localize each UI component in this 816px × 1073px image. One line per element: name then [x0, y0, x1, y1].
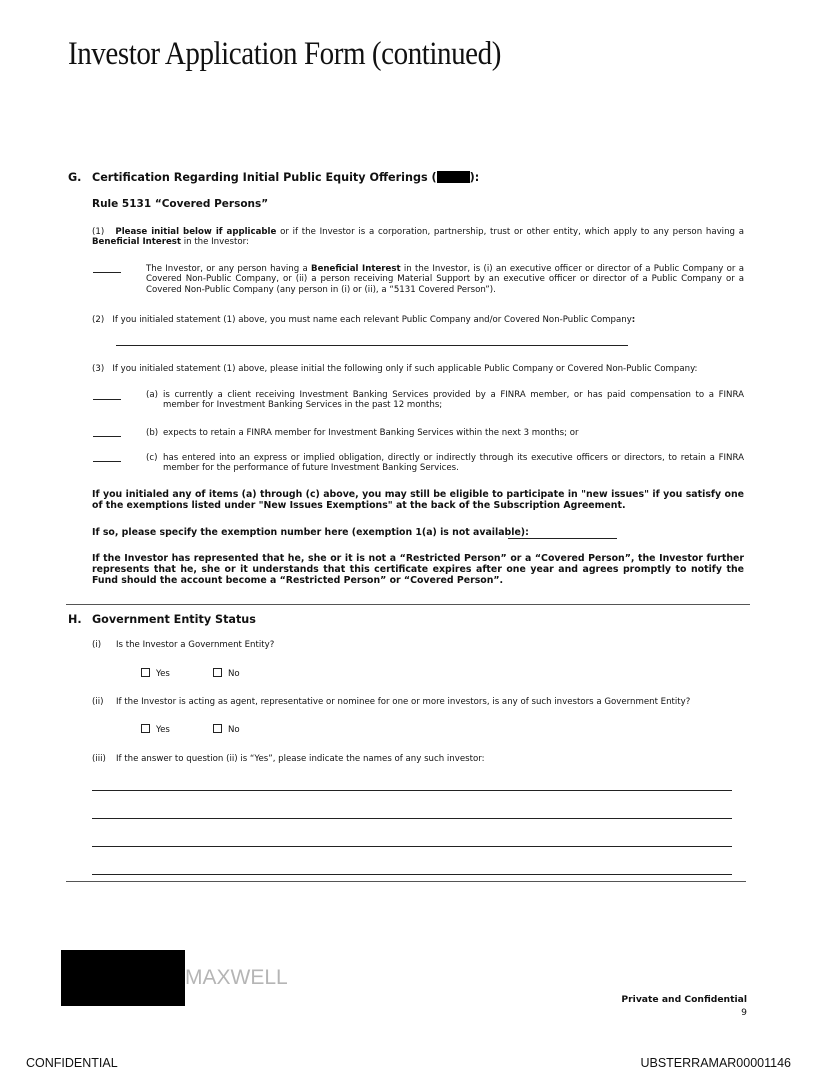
- paragraph-1-statement: The Investor, or any person having a Beneficial Interest in the Investor, is (i) an executive officer or director of a Public Company or a Covered Non-Public Company, or (ii) a person receiving Material Support by an executive officer or director of a Public Company or a Covered Non-Public Company (any person in (i) or (ii), a “5131 Covered Person”).: [146, 264, 744, 295]
- q1-yes-option[interactable]: Yes: [141, 668, 170, 679]
- section-divider: [66, 604, 750, 605]
- question-3-num: (iii): [92, 754, 106, 764]
- question-2-num: (ii): [92, 697, 104, 707]
- investor-name-line[interactable]: [92, 790, 732, 791]
- checkbox-icon[interactable]: [141, 724, 150, 733]
- q2-no-option[interactable]: No: [213, 724, 240, 735]
- page-number: 9: [741, 1007, 747, 1018]
- question-2: If the Investor is acting as agent, representative or nominee for one or more investors, is any of such investors a Government Entity?: [116, 697, 691, 707]
- initial-field-a[interactable]: [93, 399, 121, 400]
- section-g-subheading: Rule 5131 “Covered Persons”: [92, 198, 269, 210]
- paragraph-3: (3) If you initialed statement (1) above, please initial the following only if such applicable Public Company or Covered Non-Public Company:: [92, 364, 698, 374]
- note-new-issues: If you initialed any of items (a) through (c) above, you may still be eligible to participate in "new issues" if you satisfy one of the exemptions listed under "New Issues Exemptions" at the back of the Subscription Agreement.: [92, 489, 744, 512]
- checkbox-icon[interactable]: [213, 668, 222, 677]
- note-restricted-person: If the Investor has represented that he, she or it is not a “Restricted Person” or a “Covered Person”, the Investor further represents that he, she or it understands that this certificate expires after one year and agrees promptly to notify the Fund should the account become a “Restricted Person” or “Covered Person”.: [92, 553, 744, 587]
- q2-yes-option[interactable]: Yes: [141, 724, 170, 735]
- section-g-heading: Certification Regarding Initial Public Equity Offerings ( ):: [92, 171, 480, 184]
- confidential-stamp: CONFIDENTIAL: [26, 1056, 118, 1070]
- private-confidential-label: Private and Confidential: [621, 994, 747, 1005]
- logo-text: MAXWELL: [185, 966, 288, 989]
- section-h-heading: Government Entity Status: [92, 613, 256, 626]
- item-b-label: (b): [146, 428, 159, 438]
- investor-name-line[interactable]: [92, 874, 732, 875]
- investor-name-line[interactable]: [92, 846, 732, 847]
- item-a-text: is currently a client receiving Investment Banking Services provided by a FINRA member, or has paid compensation to a FINRA member for Investment Banking Services in the past 12 months;: [163, 390, 744, 411]
- page-title: Investor Application Form (continued): [68, 36, 501, 72]
- initial-field-1[interactable]: [93, 272, 121, 273]
- initial-field-c[interactable]: [93, 461, 121, 462]
- section-g-letter: G.: [68, 171, 82, 184]
- section-h-letter: H.: [68, 613, 82, 626]
- question-3: If the answer to question (ii) is “Yes”, please indicate the names of any such investor:: [116, 754, 485, 764]
- logo-redaction: [61, 950, 185, 1006]
- checkbox-icon[interactable]: [141, 668, 150, 677]
- company-name-field[interactable]: [116, 345, 628, 346]
- q1-no-option[interactable]: No: [213, 668, 240, 679]
- item-c-label: (c): [146, 453, 158, 463]
- investor-name-line[interactable]: [92, 818, 732, 819]
- item-b-text: expects to retain a FINRA member for Investment Banking Services within the next 3 months; or: [163, 428, 579, 438]
- question-1: Is the Investor a Government Entity?: [116, 640, 275, 650]
- item-a-label: (a): [146, 390, 158, 400]
- section-bottom-rule: [66, 881, 746, 882]
- initial-field-b[interactable]: [93, 436, 121, 437]
- item-c-text: has entered into an express or implied obligation, directly or indirectly through its executive officers or directors, to retain a FINRA member for the performance of future Investment Banking Services.: [163, 453, 744, 474]
- checkbox-icon[interactable]: [213, 724, 222, 733]
- note-exemption: If so, please specify the exemption number here (exemption 1(a) is not available):: [92, 527, 529, 538]
- redaction-box: [437, 171, 470, 183]
- exemption-number-field[interactable]: [508, 538, 617, 539]
- paragraph-1: (1) Please initial below if applicable or if the Investor is a corporation, partnership, trust or other entity, which apply to any person having a Beneficial Interest in the Investor:: [92, 227, 744, 248]
- bates-number: UBSTERRAMAR00001146: [640, 1056, 791, 1070]
- question-1-num: (i): [92, 640, 102, 650]
- paragraph-2: (2) If you initialed statement (1) above, you must name each relevant Public Company and/or Covered Non-Public Company:: [92, 315, 636, 325]
